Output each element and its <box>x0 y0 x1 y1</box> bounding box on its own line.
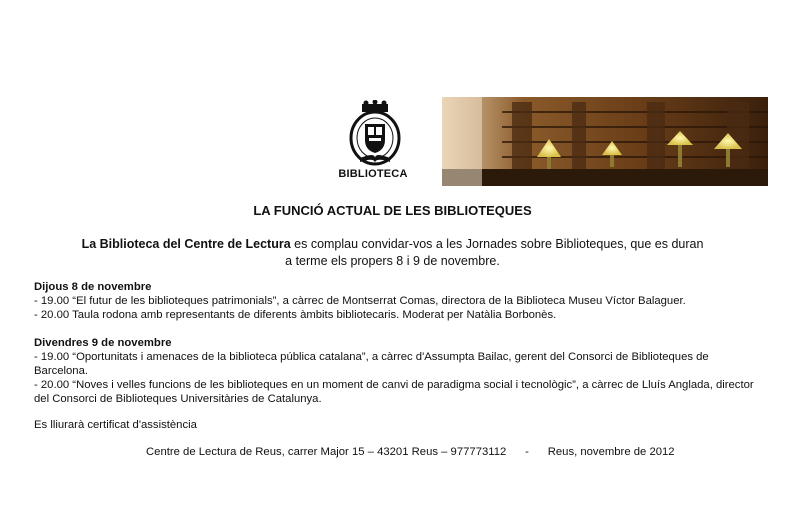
certificate-note: Es lliurarà certificat d'assistència <box>34 419 197 431</box>
day1-heading: Dijous 8 de novembre <box>34 281 152 293</box>
day2-section <box>34 336 764 406</box>
day2-item: - 19.00 “Oportunitats i amenaces de la biblioteca pública catalana”, a càrrec d'Assumpta Bailac, gerent del Consorci de Biblioteques de Barcelona. <box>34 351 709 377</box>
organization-name: La Biblioteca del Centre de Lectura <box>81 237 291 251</box>
footer-date: Reus, novembre de 2012 <box>547 446 675 458</box>
footer-address: Centre de Lectura de Reus, carrer Major 15 – 43201 Reus – 977773112 <box>146 446 507 458</box>
logo-label: BIBLIOTECA <box>338 168 408 180</box>
day1-section <box>34 280 764 322</box>
intro-line-1 <box>40 236 745 253</box>
footer <box>146 446 675 458</box>
day1-item: - 20.00 Taula rodona amb representants de diferents àmbits bibliotecaris. Moderat per Natàlia Borbonès. <box>34 309 557 321</box>
footer-separator: - <box>525 446 529 458</box>
intro-line-2: a terme els propers 8 i 9 de novembre. <box>285 254 500 268</box>
intro-paragraph <box>40 236 745 270</box>
page-title: LA FUNCIÓ ACTUAL DE LES BIBLIOTEQUES <box>253 203 532 218</box>
library-interior-photo <box>442 97 768 186</box>
intro-text: es complau convidar-vos a les Jornades sobre Biblioteques, que es duran <box>290 237 704 251</box>
day1-item: - 19.00 “El futur de les biblioteques patrimonials”, a càrrec de Montserrat Comas, directora de la Biblioteca Museu Víctor Balaguer. <box>34 295 686 307</box>
day2-item: - 20.00 “Noves i velles funcions de les biblioteques en un moment de canvi de paradigma social i tecnològic”, a càrrec de Lluís Anglada, director del Consorci de Biblioteques Universitàries de Catalunya. <box>34 379 754 405</box>
day2-heading: Divendres 9 de novembre <box>34 337 172 349</box>
